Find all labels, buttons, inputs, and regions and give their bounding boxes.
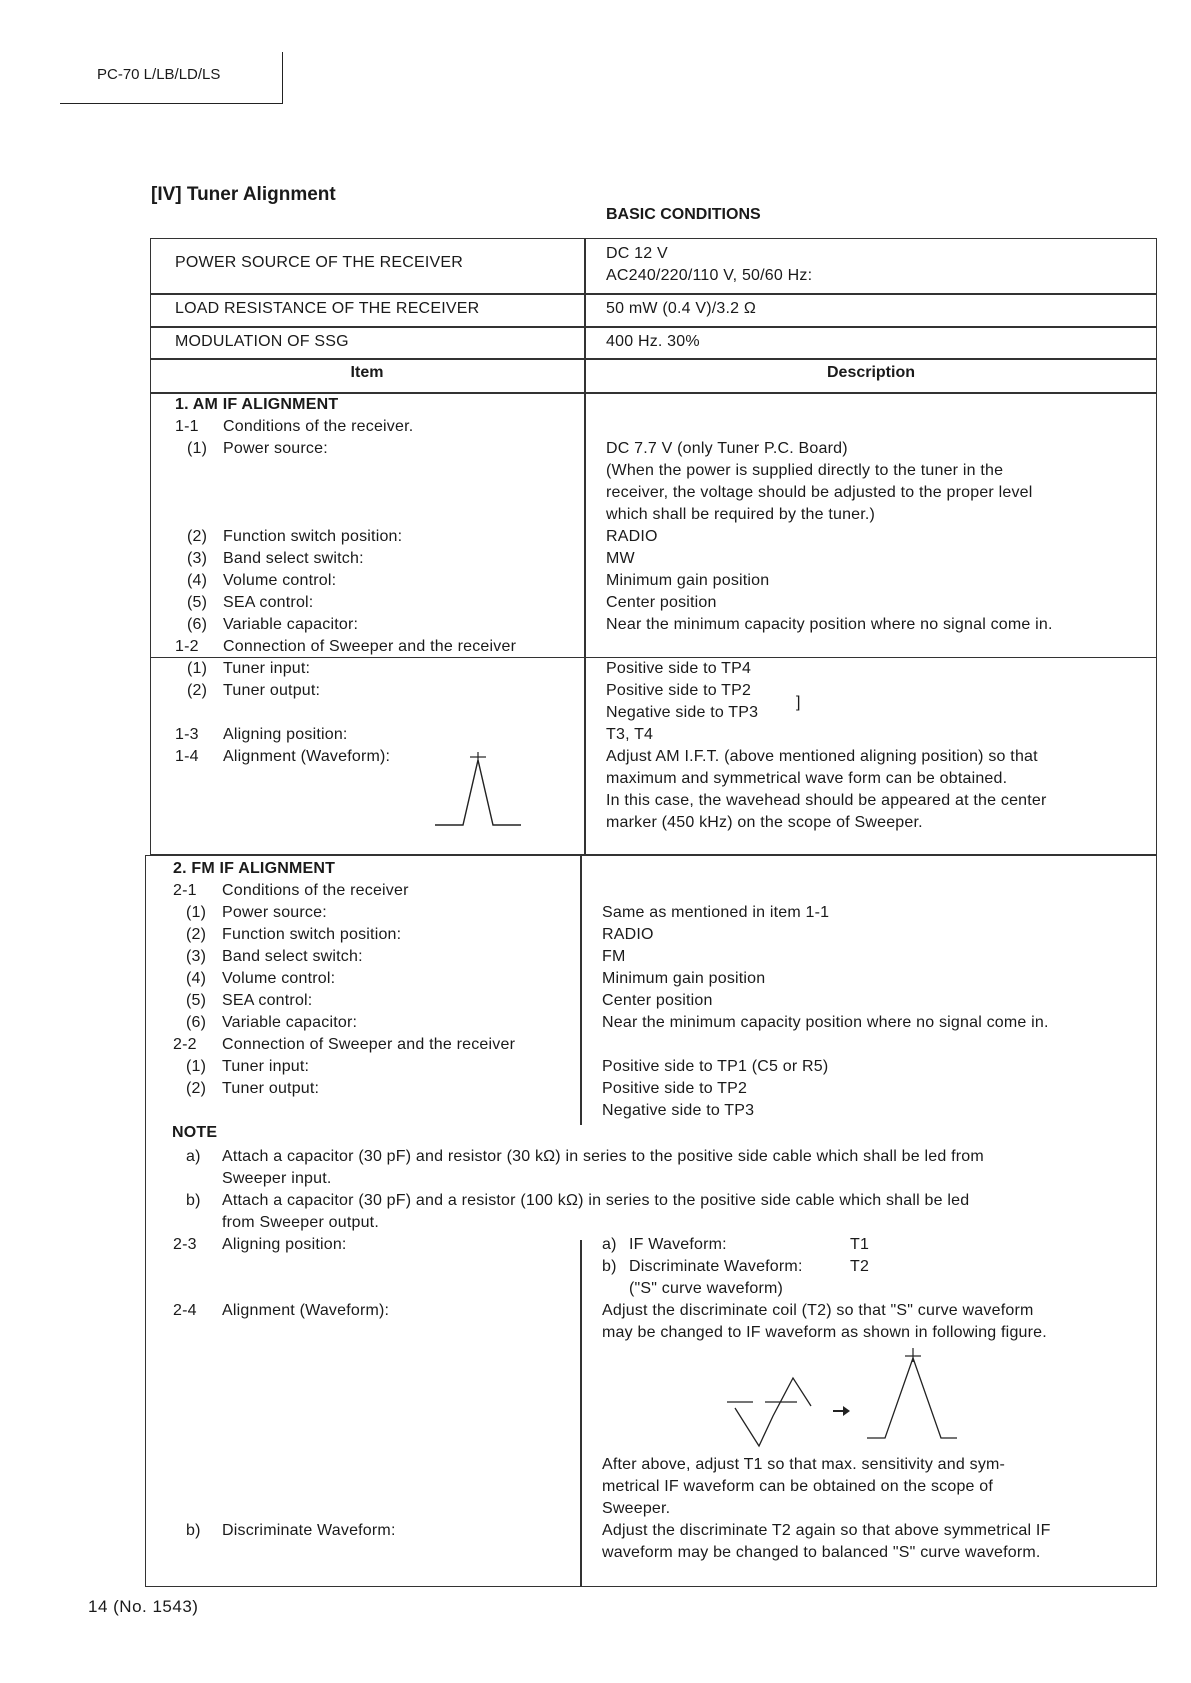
condition-label-modulation: MODULATION OF SSG [175,333,349,350]
fm-item-label: SEA control: [222,992,313,1009]
am-item-number: (1) [187,660,208,677]
am-item-number: (5) [187,594,208,611]
am-item-number: (3) [187,550,208,567]
fm-disc-desc: waveform may be changed to balanced "S" curve waveform. [602,1544,1041,1561]
column-header-description: Description [826,364,915,381]
am-item-label: Power source: [223,440,328,457]
note-a-mark: a) [186,1148,201,1165]
am-step-text: Connection of Sweeper and the receiver [223,638,517,655]
fm-step-text: Conditions of the receiver [222,882,409,899]
condition-label-power: POWER SOURCE OF THE RECEIVER [175,254,464,271]
fm-item-label: Power source: [222,904,327,921]
am-step-desc: In this case, the wavehead should be appeared at the center [606,792,1047,809]
fm-item-number: (2) [186,1080,207,1097]
am-step-desc: Adjust AM I.F.T. (above mentioned aligning position) so that [606,748,1038,765]
fm-step-number: 2-3 [173,1236,197,1253]
fm-disc-text: Discriminate Waveform: [222,1522,396,1539]
fm-section-title: 2. FM IF ALIGNMENT [173,860,336,877]
am-step-number: 1-1 [175,418,199,435]
column-divider [580,855,582,1125]
am-step-number: 1-4 [175,748,199,765]
header-divider-vertical [282,52,283,104]
fm-item-label: Function switch position: [222,926,402,943]
fm-item-desc: Near the minimum capacity position where no signal come in. [602,1014,1049,1031]
am-item-label: Function switch position: [223,528,403,545]
am-item-label: Variable capacitor: [223,616,359,633]
am-step-number: 1-3 [175,726,199,743]
am-step-desc: maximum and symmetrical wave form can be obtained. [606,770,1008,787]
column-header-item: Item [350,364,384,381]
fm-item-desc: RADIO [602,926,654,943]
fm-item-label: Tuner input: [222,1058,310,1075]
fm-item-number: (1) [186,904,207,921]
condition-value-load: 50 mW (0.4 V)/3.2 Ω [606,300,757,317]
note-heading: NOTE [172,1124,218,1141]
am-power-desc: which shall be required by the tuner.) [606,506,876,523]
am-item-number: (4) [187,572,208,589]
fm-item-desc: Positive side to TP1 (C5 or R5) [602,1058,829,1075]
fm-aligning-a-mark: a) [602,1236,617,1253]
am-step-text: Conditions of the receiver. [223,418,414,435]
fm-aligning-b-value: T2 [850,1258,870,1275]
fm-item-number: (2) [186,926,207,943]
am-step-desc: T3, T4 [606,726,654,743]
am-item-number: (6) [187,616,208,633]
fm-step-text: Alignment (Waveform): [222,1302,390,1319]
am-item-desc: Minimum gain position [606,572,770,589]
am-step-number: 1-2 [175,638,199,655]
am-power-desc: receiver, the voltage should be adjusted to the proper level [606,484,1033,501]
fm-item-number: (4) [186,970,207,987]
fm-aligning-a-label: IF Waveform: [629,1236,727,1253]
am-item-label: SEA control: [223,594,314,611]
am-item-number: (2) [187,682,208,699]
am-item-label: Tuner input: [223,660,311,677]
fm-disc-desc: Adjust the discriminate T2 again so that above symmetrical IF [602,1522,1051,1539]
bracket-mark: ] [796,694,801,711]
page-number: 14 (No. 1543) [88,1597,199,1616]
fm-item-desc: Center position [602,992,713,1009]
fm-step-text: Aligning position: [222,1236,347,1253]
am-step-text: Alignment (Waveform): [223,748,391,765]
condition-label-load: LOAD RESISTANCE OF THE RECEIVER [175,300,480,317]
am-item-desc: MW [606,550,635,567]
fm-item-number: (5) [186,992,207,1009]
fm-aligning-b-mark: b) [602,1258,617,1275]
row-divider [150,293,1157,295]
fm-step-desc: Adjust the discriminate coil (T2) so that "S" curve waveform [602,1302,1034,1319]
am-item-label: Volume control: [223,572,337,589]
fm-item-label: Band select switch: [222,948,363,965]
fm-after-desc: After above, adjust T1 so that max. sensitivity and sym- [602,1456,1006,1473]
am-step-desc: marker (450 kHz) on the scope of Sweeper. [606,814,923,831]
am-power-desc: DC 7.7 V (only Tuner P.C. Board) [606,440,848,457]
fm-item-desc: Negative side to TP3 [602,1102,755,1119]
am-item-desc: RADIO [606,528,658,545]
fm-after-desc: metrical IF waveform can be obtained on the scope of [602,1478,994,1495]
model-number: PC-70 L/LB/LD/LS [97,66,221,83]
fm-item-label: Volume control: [222,970,336,987]
fm-item-desc: Same as mentioned in item 1-1 [602,904,830,921]
am-item-desc: Positive side to TP2 [606,682,752,699]
row-divider [150,358,1157,360]
condition-value-modulation: 400 Hz. 30% [606,333,700,350]
note-b-mark: b) [186,1192,201,1209]
am-step-text: Aligning position: [223,726,348,743]
note-b-text: from Sweeper output. [222,1214,379,1231]
row-divider [150,326,1157,328]
fm-aligning-a-value: T1 [850,1236,870,1253]
section-title: [IV] Tuner Alignment [151,184,336,205]
fm-step-desc: may be changed to IF waveform as shown in following figure. [602,1324,1047,1341]
fm-step-number: 2-4 [173,1302,197,1319]
fm-item-number: (6) [186,1014,207,1031]
basic-conditions-heading: BASIC CONDITIONS [606,206,761,223]
fm-step-number: 2-2 [173,1036,197,1053]
condition-value-power-dc: DC 12 V [606,245,668,262]
am-power-desc: (When the power is supplied directly to the tuner in the [606,462,1004,479]
note-a-text: Sweeper input. [222,1170,332,1187]
am-item-number: (1) [187,440,208,457]
am-item-desc: Near the minimum capacity position where no signal come in. [606,616,1053,633]
fm-item-desc: Minimum gain position [602,970,766,987]
am-item-desc: Positive side to TP4 [606,660,752,677]
fm-item-desc: Positive side to TP2 [602,1080,748,1097]
fm-aligning-b-label: Discriminate Waveform: [629,1258,803,1275]
fm-step-text: Connection of Sweeper and the receiver [222,1036,516,1053]
fm-item-label: Tuner output: [222,1080,320,1097]
am-if-waveform-diagram [430,752,530,828]
am-item-label: Tuner output: [223,682,321,699]
fm-aligning-b-sub: ("S" curve waveform) [629,1280,784,1297]
column-divider [584,238,586,855]
fm-item-label: Variable capacitor: [222,1014,358,1031]
fm-waveform-diagram [725,1346,965,1456]
fm-after-desc: Sweeper. [602,1500,671,1517]
fm-disc-mark: b) [186,1522,201,1539]
am-item-desc: Center position [606,594,717,611]
note-b-text: Attach a capacitor (30 pF) and a resistor (100 kΩ) in series to the positive side cable which shall be led [222,1192,970,1209]
fm-item-number: (1) [186,1058,207,1075]
am-item-desc: Negative side to TP3 [606,704,759,721]
am-item-label: Band select switch: [223,550,364,567]
header-divider-horizontal [60,103,283,104]
fm-item-desc: FM [602,948,626,965]
condition-value-power-ac: AC240/220/110 V, 50/60 Hz: [606,267,813,284]
column-divider [580,1240,582,1586]
fm-step-number: 2-1 [173,882,197,899]
fm-item-number: (3) [186,948,207,965]
note-a-text: Attach a capacitor (30 pF) and resistor (30 kΩ) in series to the positive side cable which shall be led from [222,1148,984,1165]
am-section-title: 1. AM IF ALIGNMENT [175,396,339,413]
am-item-number: (2) [187,528,208,545]
